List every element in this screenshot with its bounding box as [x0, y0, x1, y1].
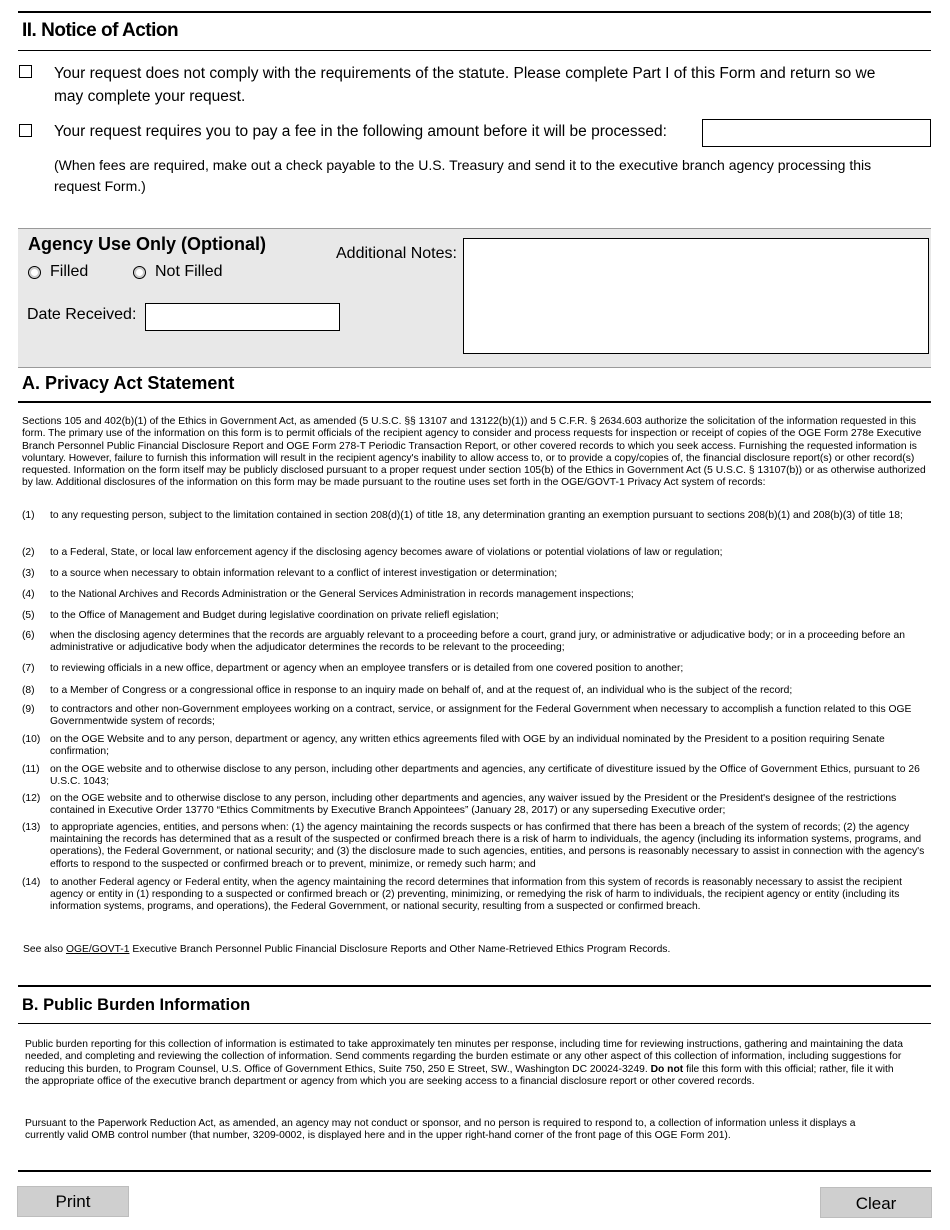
routine-use-8 — [22, 685, 932, 697]
routine-use-text: to a Federal, State, or local law enforcement agency if the disclosing agency becomes aware of violations or potential violations of law or regulation; — [50, 547, 723, 558]
routine-use-text: to contractors and other non-Government employees working on a contract, service, or assignment for the Federal Government when necessary to accomplish a function related to this OGE Governmentwide system of records; — [50, 704, 912, 728]
routine-use-number: (10) — [22, 734, 41, 745]
see-also-suffix: Executive Branch Personnel Public Financial Disclosure Reports and Other Name-Retrieved Ethics Program Records. — [132, 944, 671, 955]
additional-notes-label: Additional Notes: — [336, 245, 457, 262]
privacy-rule — [18, 401, 931, 403]
routine-use-7 — [22, 663, 932, 675]
see-also-line — [23, 944, 670, 956]
option1-text: Your request does not comply with the requirements of the statute. Please complete Part I of this Form and return so we may complete your request. — [54, 65, 876, 105]
notice-rule — [18, 50, 931, 51]
routine-use-9 — [22, 704, 932, 728]
routine-use-12 — [22, 793, 932, 817]
privacy-intro: Sections 105 and 402(b)(1) of the Ethics in Government Act, as amended (5 U.S.C. §§ 13107 and 13122(b)(1)) and 5 C.F.R. § 2634.603 authorize the solicitation of the information requested in this form. The primary use of the information on this form is to permit officials of the recipient agency to consider and process requests for inspection or receipt of copies of the OGE Form 278e Executive Branch Personnel Public Financial Disclosure Report and OGE Form 278-T Periodic Transaction Report, or other covered records to which you seek access. Furnishing the requested information is voluntary. However, failure to furnish this information will result in the recipient agency's inability to allow access to, or to provide a copy/copies of, the financial disclosure report(s) or other record(s) requested. Information on the form itself may be publicly disclosed pursuant to a proper request under section 105(b) of the Ethics in Government Act (5 U.S.C. § 13107(b)) or as otherwise authorized by law. Additional disclosures of the information on this form may be made pursuant to the routine uses set forth in the OGE/GOVT-1 Privacy Act system of records: — [22, 416, 926, 489]
routine-use-number: (1) — [22, 510, 35, 521]
routine-use-number: (3) — [22, 568, 35, 579]
print-button[interactable]: Print — [17, 1186, 129, 1217]
burden-top-rule — [18, 985, 931, 987]
burden-p1-end: file this form with this official; rather, file it with the appropriate office of the executive branch department or agency from which you are seeking access to a financial disclosure report or other covered records. — [25, 1063, 894, 1087]
routine-use-text: to a Member of Congress or a congressional office in response to an inquiry made on behalf of, and at the request of, an individual who is the subject of the record; — [50, 685, 793, 696]
routine-use-number: (13) — [22, 822, 41, 833]
burden-p1-main: Public burden reporting for this collection of information is estimated to take approximately ten minutes per response, including time for reviewing instructions, gathering and maintaining the data needed, and completing and reviewing the collection of information. Send comments regarding the burden estimate or any other aspect of this collection of information, including suggestions for reducing this burden, to Program Counsel, U.S. Office of Government Ethics, Suite 750, 250 E Street, SW., Washington DC 20024-3249. — [25, 1039, 903, 1075]
routine-use-number: (2) — [22, 547, 35, 558]
privacy-heading: A. Privacy Act Statement — [22, 373, 235, 393]
routine-use-text: to the National Archives and Records Administration or the General Services Administration in records management inspections; — [50, 589, 634, 600]
routine-use-text: to a source when necessary to obtain information relevant to a conflict of interest investigation or determination; — [50, 568, 558, 579]
fee-note: (When fees are required, make out a check payable to the U.S. Treasury and send it to the executive branch agency processing this request Form.) — [54, 157, 872, 194]
routine-use-text: on the OGE website and to otherwise disclose to any person, including other departments and agencies, any certificate of divestiture issued by the Office of Government Ethics, pursuant to 26 U.S.C. 1043; — [50, 764, 920, 788]
additional-notes-textarea[interactable] — [463, 238, 929, 354]
top-rule — [18, 11, 931, 13]
routine-use-text: to another Federal agency or Federal entity, when the agency maintaining the record determines that information from this system of records is reasonably necessary to assist the recipient agency or entity in (1) responding to a suspected or confirmed breach or (2) preventing, minimizing, or remedying the risk of harm to individuals, the recipient agency or entity (including its information systems, programs, and operations), the Federal Government, or national security, resulting from a suspected or confirmed breach. — [50, 877, 903, 913]
routine-use-text: to the Office of Management and Budget during legislative coordination on private reliefl egislation; — [50, 610, 499, 621]
routine-use-number: (12) — [22, 793, 41, 804]
routine-use-10 — [22, 734, 932, 758]
clear-button[interactable]: Clear — [820, 1187, 932, 1218]
option1-checkbox[interactable] — [19, 65, 32, 78]
filled-radio[interactable] — [28, 266, 41, 279]
routine-use-number: (8) — [22, 685, 35, 696]
routine-use-5 — [22, 610, 932, 622]
routine-use-text: to reviewing officials in a new office, department or agency when an employee transfers or is detailed from one covered position to another; — [50, 663, 684, 674]
routine-use-text: to appropriate agencies, entities, and persons when: (1) the agency maintaining the records suspects or has confirmed that there has been a breach of the system of records; (2) the agency maintaining the records has determined that as a result of the suspected or confirmed breach there is a risk of harm to individuals, the agency (including its information systems, programs, and operations), the Federal Government, or national security; and (3) the disclosure made to such agencies, entities, and persons is reasonably necessary to assist in connection with the agency's efforts to respond to the suspected or confirmed breach or to prevent, minimize, or remedy such harm; and — [50, 822, 925, 870]
notice-heading: II. Notice of Action — [22, 20, 179, 41]
agency-heading: Agency Use Only (Optional) — [28, 234, 267, 254]
routine-use-number: (6) — [22, 630, 35, 641]
routine-use-number: (4) — [22, 589, 35, 600]
routine-use-number: (11) — [22, 764, 40, 775]
oge-govt-1-link[interactable]: OGE/GOVT-1 — [65, 944, 130, 955]
bottom-rule — [18, 1170, 931, 1172]
routine-use-text: on the OGE website and to otherwise disclose to any person, including other departments and agencies, any waiver issued by the President or the President's designee of the restrictions contained in Executive Order 13770 “Ethics Commitments by Executive Branch Appointees” (January 28, 2017) or any superseding Executive order; — [50, 793, 897, 817]
routine-use-3 — [22, 568, 932, 580]
see-also-prefix: See also — [23, 944, 64, 955]
routine-use-1 — [22, 510, 932, 522]
filled-label: Filled — [50, 263, 89, 280]
burden-rule — [18, 1023, 931, 1024]
routine-use-14 — [22, 877, 932, 914]
burden-heading: B. Public Burden Information — [22, 996, 251, 1014]
date-received-label: Date Received: — [27, 306, 137, 323]
routine-use-13 — [22, 822, 932, 871]
routine-use-number: (9) — [22, 704, 35, 715]
option2-text: Your request requires you to pay a fee in the following amount before it will be processed: — [54, 123, 667, 140]
routine-use-11 — [22, 764, 932, 788]
routine-use-4 — [22, 589, 932, 601]
routine-use-2 — [22, 547, 932, 559]
routine-use-text: to any requesting person, subject to the limitation contained in section 208(d)(1) of title 18, any determination granting an exemption pursuant to sections 208(b)(1) and 208(b)(3) of title 18; — [50, 510, 903, 521]
fee-amount-input[interactable] — [702, 119, 931, 147]
option2-checkbox[interactable] — [19, 124, 32, 137]
burden-paragraph-2: Pursuant to the Paperwork Reduction Act, as amended, an agency may not conduct or sponsor, and no person is required to respond to, a collection of information unless it displays a currently valid OMB control number (that number, 3209-0002, is displayed here and in the upper right-hand corner of the front page of this OGE Form 201). — [25, 1118, 856, 1142]
not-filled-label: Not Filled — [155, 263, 223, 280]
routine-use-6 — [22, 630, 932, 654]
routine-use-text: on the OGE Website and to any person, department or agency, any written ethics agreements filed with OGE by an individual nominated by the President to a position requiring Senate confirmation; — [50, 734, 885, 758]
burden-paragraph-1 — [25, 1039, 910, 1088]
routine-use-number: (14) — [22, 877, 41, 888]
routine-use-number: (5) — [22, 610, 35, 621]
not-filled-radio[interactable] — [133, 266, 146, 279]
routine-use-text: when the disclosing agency determines that the records are arguably relevant to a proceeding before a court, grand jury, or administrative or adjudicative body; or in a proceeding before an administrative or adjudicative body when the adjudicator determines the records to be relevant to the proceeding; — [50, 630, 905, 654]
routine-use-number: (7) — [22, 663, 35, 674]
burden-p1-bold: Do not — [650, 1063, 684, 1075]
date-received-input[interactable] — [145, 303, 340, 331]
